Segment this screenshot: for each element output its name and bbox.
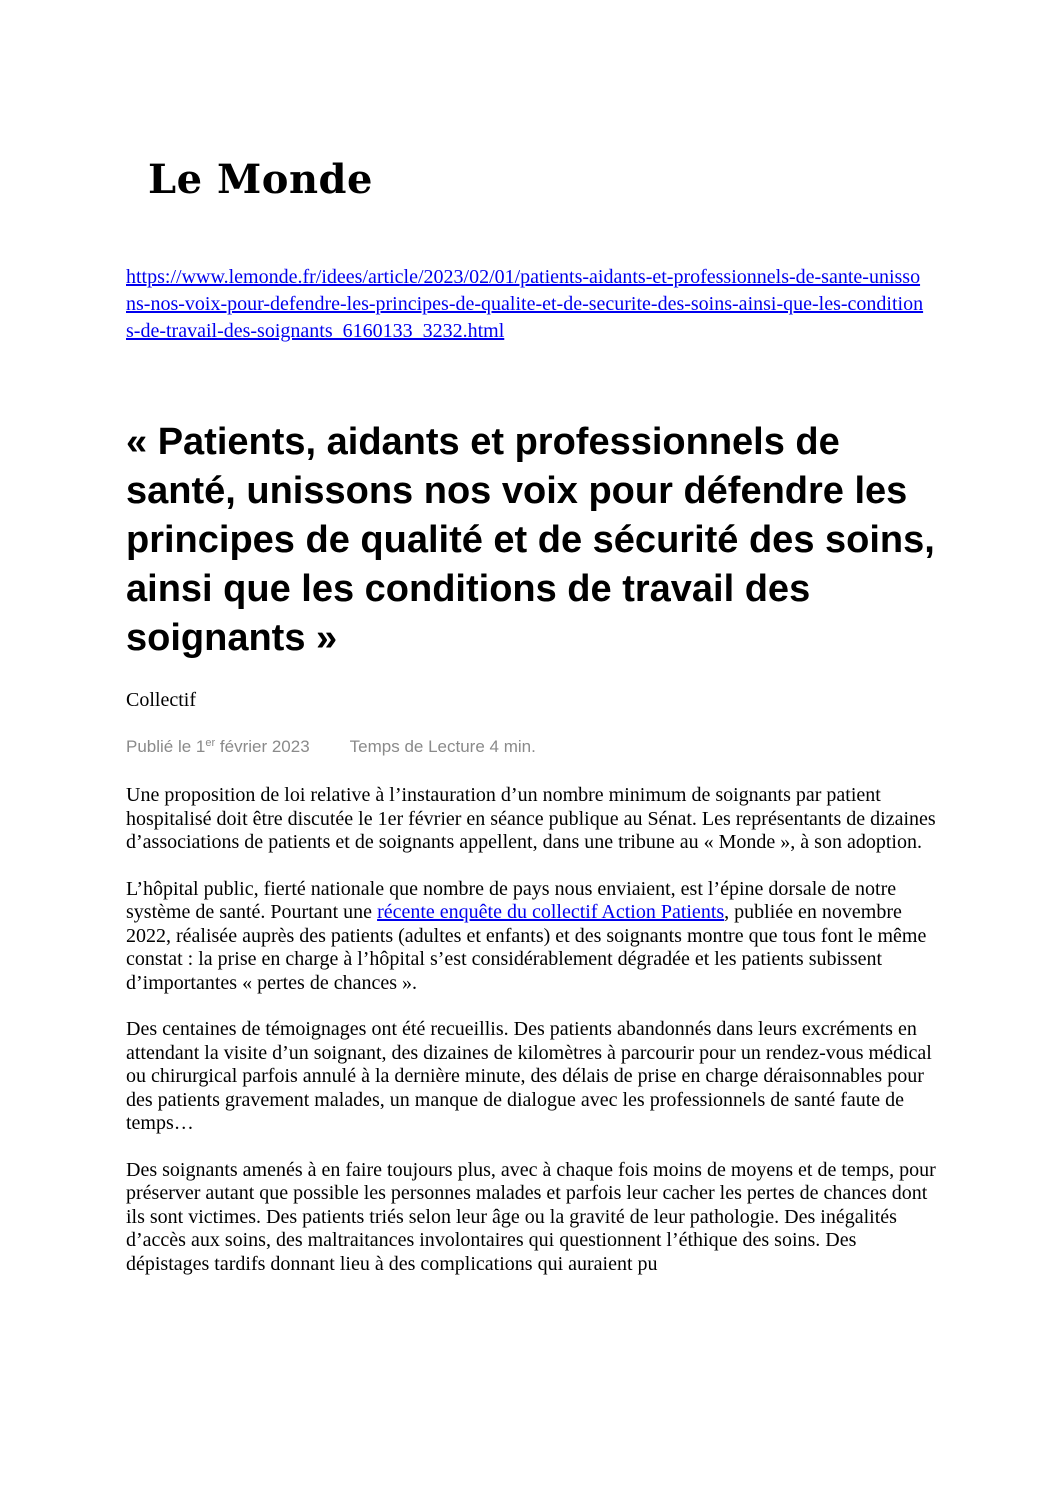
- paragraph-4: Des soignants amenés à en faire toujours plus, avec à chaque fois moins de moyens et de temps, pour préserver autant que possible les personnes malades et parfois leur cacher les pertes de chances dont ils sont victimes. Des patients triés selon leur âge ou la gravité de leur pathologie. Des inégalités d’accès aux soins, des maltraitances involontaires qui questionnent l’éthique des soins. Des dépistages tardifs donnant lieu à des complications qui auraient pu: [126, 1158, 936, 1275]
- article-headline: « Patients, aidants et professionnels de santé, unissons nos voix pour défendre les principes de qualité et de sécurité des soins, ainsi que les conditions de travail des soignants »: [126, 421, 935, 659]
- paragraph-2: [126, 878, 938, 996]
- article-author: Collectif: [126, 689, 196, 711]
- article-body: [126, 784, 938, 1299]
- le-monde-logo: Le Monde: [148, 156, 373, 203]
- paragraph-2-text-before: L’hôpital public, fierté nationale que nombre de pays nous enviaient, est l’épine dorsale de notre système de santé. Pourtant une: [126, 877, 897, 923]
- article-url-link[interactable]: https://www.lemonde.fr/idees/article/2023/02/01/patients-aidants-et-professionnels-de-sante-unissons-nos-voix-pour-defendre-les-principes-de-qualite-et-de-securite-des-soins-ainsi-que-les-conditions-de-travail-des-soignants_6160133_3232.html: [126, 266, 924, 342]
- reading-time: Temps de Lecture 4 min.: [349, 737, 536, 756]
- paragraph-1: Une proposition de loi relative à l’instauration d’un nombre minimum de soignants par patient hospitalisé doit être discutée le 1er février en séance publique au Sénat. Les représentants de dizaines d’associations de patients et de soignants appellent, dans une tribune au « Monde », à son adoption.: [126, 784, 936, 853]
- paragraph-2-text-after: , publiée en novembre 2022, réalisée auprès des patients (adultes et enfants) et des soignants montre que tous font le même constat : la prise en charge à l’hôpital s’est considérablement dégradée et les patients subissent d’importantes « pertes de chances ».: [126, 901, 927, 994]
- published-suffix: février 2023: [215, 737, 310, 756]
- published-prefix: Publié le 1: [126, 737, 206, 756]
- article-meta: [126, 736, 536, 758]
- paragraph-3: Des centaines de témoignages ont été recueillis. Des patients abandonnés dans leurs excréments en attendant la visite d’un soignant, des dizaines de kilomètres à parcourir pour un rendez-vous médical ou chirurgical parfois annulé à la dernière minute, des délais de prise en charge déraisonnables pour des patients gravement malades, un manque de dialogue avec les professionnels de santé faute de temps…: [126, 1018, 932, 1134]
- survey-link[interactable]: récente enquête du collectif Action Patients: [377, 901, 725, 923]
- published-date: [126, 737, 310, 756]
- published-superscript: er: [205, 737, 216, 749]
